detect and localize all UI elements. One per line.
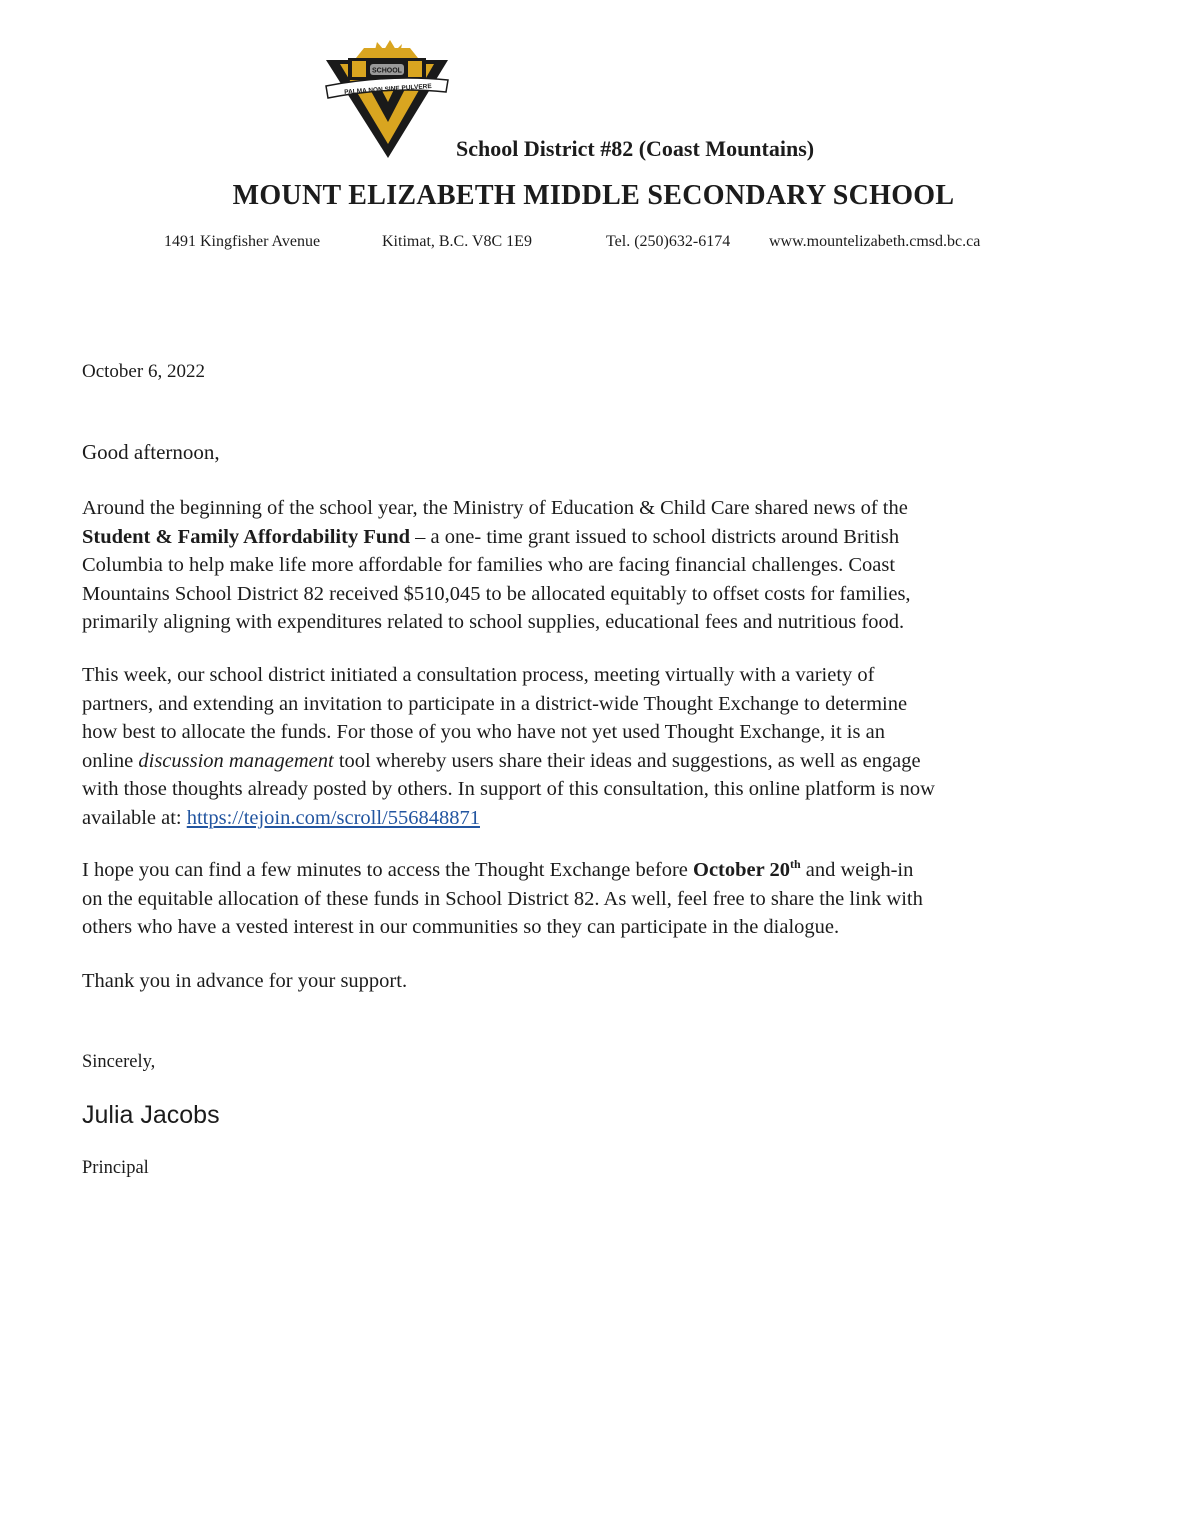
school-crest-icon [322, 40, 452, 160]
school-name: MOUNT ELIZABETH MIDDLE SECONDARY SCHOOL [232, 180, 955, 211]
school-address: 1491 Kingfisher Avenue [164, 233, 321, 250]
deadline-date: October 20th [693, 857, 801, 881]
letter-date: October 6, 2022 [82, 361, 205, 382]
thanks-line: Thank you in advance for your support. [82, 970, 408, 992]
svg-text:SCHOOL: SCHOOL [372, 67, 402, 75]
school-phone: Tel. (250)632-6174 [606, 233, 731, 250]
emphasis-text: discussion management [138, 749, 334, 772]
signature: Julia Jacobs [82, 1101, 220, 1129]
thought-exchange-link[interactable]: https://tejoin.com/scroll/556848871 [186, 806, 480, 829]
paragraph-3: I hope you can find a few minutes to access the Thought Exchange before October 20th and weigh-in on the equitable allocation of these funds in School District 82. As well, feel free to share the link with others who have a vested interest in our communities so they can participate in the dialogue. [82, 857, 923, 938]
school-website: www.mountelizabeth.cmsd.bc.ca [769, 233, 981, 250]
district-name: School District #82 (Coast Mountains) [456, 136, 815, 161]
school-city: Kitimat, B.C. V8C 1E9 [382, 233, 532, 250]
paragraph-2: This week, our school district initiated a consultation process, meeting virtually with a variety of partners, and extending an invitation to participate in a district-wide Thought Exchange to determine how best to allocate the funds. For those of you who have not yet used Thought Exchange, it is an online discussion management tool whereby users share their ideas and suggestions, as well as engage with those thoughts already posted by others. In support of this consultation, this online platform is now available at: https://tejoin.com/scroll/556848871 [82, 664, 935, 829]
fund-name: Student & Family Affordability Fund [82, 525, 411, 548]
greeting: Good afternoon, [82, 440, 220, 464]
paragraph-1: Around the beginning of the school year, the Ministry of Education & Child Care shared news of the Student & Family Affordability Fund – a one- time grant issued to school districts around British Columbia to help make life more affordable for families who are facing financial challenges. Coast Mountains School District 82 received $510,045 to be allocated equitably to offset costs for families, primarily aligning with expenditures related to school supplies, educational fees and nutritious food. [82, 497, 911, 633]
closing: Sincerely, [82, 1052, 156, 1072]
signer-title: Principal [82, 1158, 149, 1178]
svg-text:PALMA NON SINE PULVERE: PALMA NON SINE PULVERE [344, 82, 432, 97]
